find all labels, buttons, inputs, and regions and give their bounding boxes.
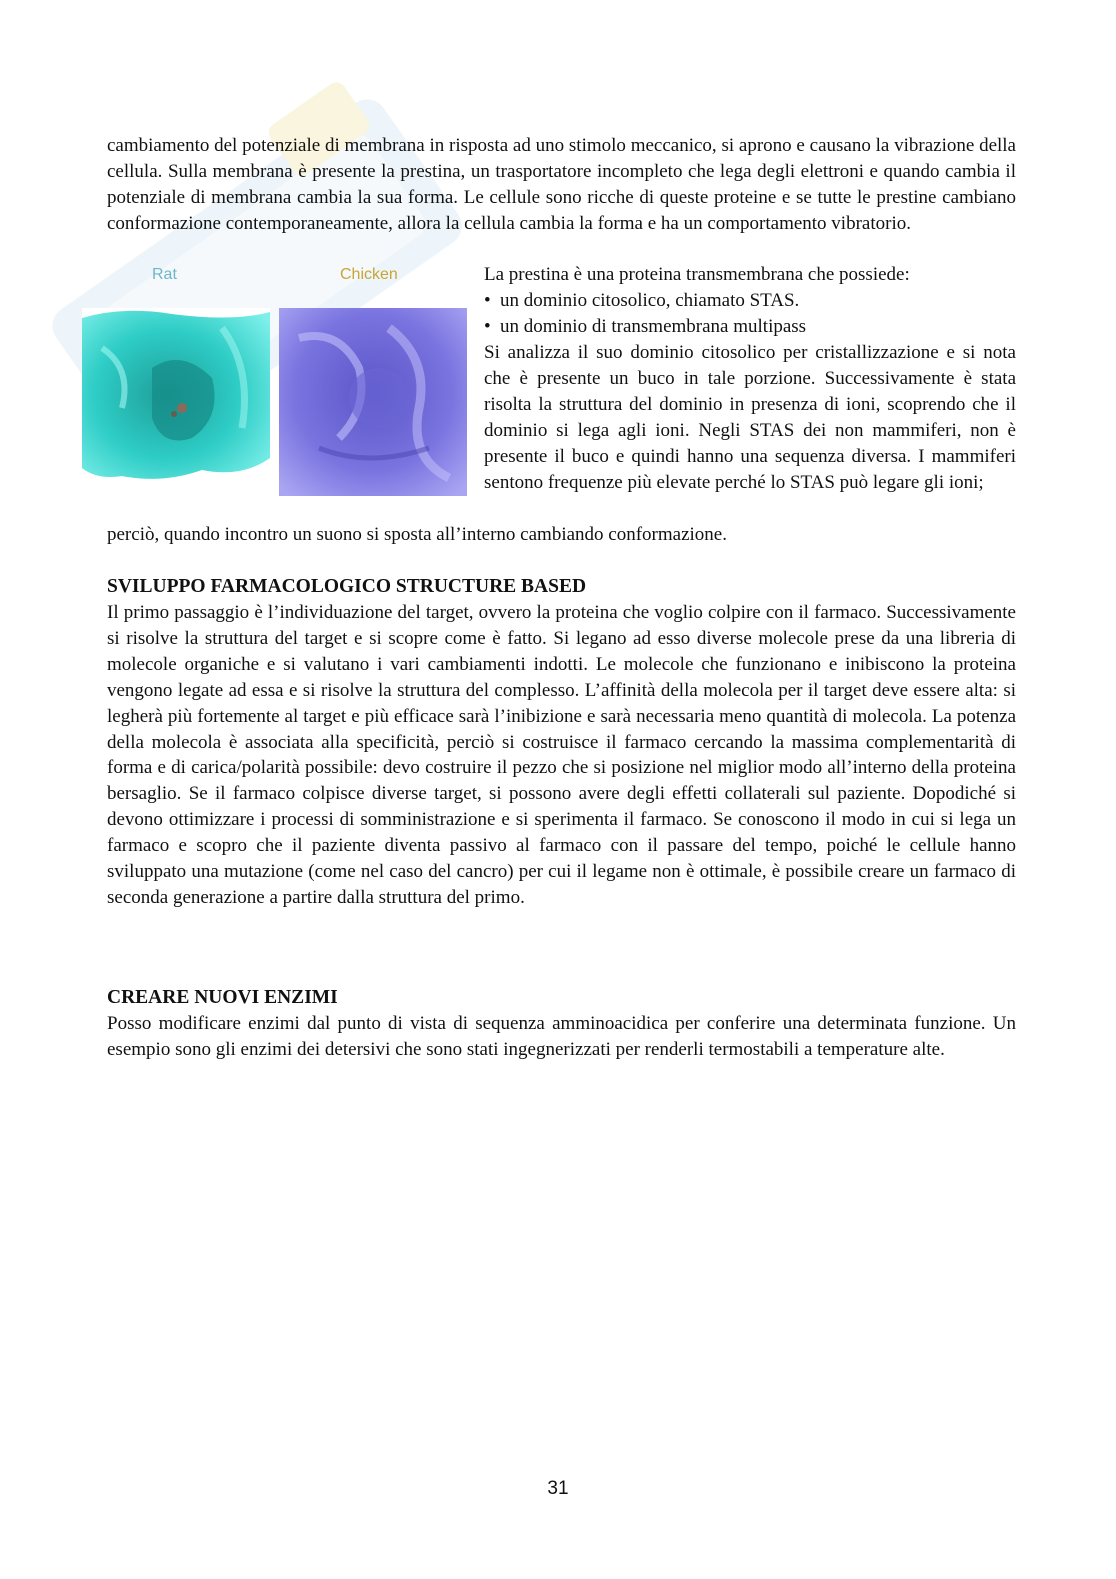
- section-body: Il primo passaggio è l’individuazione del target, ovvero la proteina che voglio colpire con il farmaco. Successivamente si risolve la struttura del target e si scopre come è fatto. Si legano ad esso diverse molecole prese da una libreria di molecole organiche e si valutano i vari cambiamenti indotti. Le molecole che funzionano e inibiscono la proteina vengono legate ad essa e si risolve la struttura del complesso. L’affinità della molecola per il target deve essere alta: si legherà più fortemente al target e più efficace sarà l’inibizione e sarà necessaria meno quantità di molecola. La potenza della molecola è associata alla specificità, perciò si costruisce il farmaco cercando la massima complementarità di forma e di carica/polarità possibile: devo costruire il pezzo che si posizione nel miglior modo all’interno della proteina bersaglio. Se il farmaco colpisce diverse target, si possono avere degli effetti collaterali sul paziente. Dopodiché si devono ottimizzare i processi di somministrazione e si sperimenta il farmaco. Se conoscono il modo in cui si lega un farmaco e scopro che il paziente diventa passivo al farmaco con il passare del tempo, poiché le cellule hanno sviluppato una mutazione (come nel caso del cancro) per cui il legame non è ottimale, è possibile creare un farmaco di seconda generazione a partire dalla struttura del primo.: [107, 602, 1016, 908]
- section-structure-based: [107, 574, 1016, 911]
- chicken-surface-image: [279, 308, 469, 498]
- prestin-structure-figure: [82, 262, 472, 502]
- section-heading: CREARE NUOVI ENZIMI: [107, 987, 338, 1008]
- bullet-icon: •: [484, 290, 491, 311]
- intro-paragraph: [107, 133, 1016, 237]
- section-nuovi-enzimi: [107, 985, 1016, 1063]
- prestina-tail-paragraph: [107, 522, 1016, 548]
- figure-label-rat: Rat: [152, 266, 177, 283]
- figure-label-chicken: Chicken: [340, 266, 398, 283]
- page-number: 31: [547, 1478, 569, 1499]
- bullet-text: un dominio citosolico, chiamato STAS.: [500, 290, 800, 311]
- prestina-body: Si analizza il suo dominio citosolico per cristallizzazione e si nota che è presente un buco in tale porzione. Successivamente è stata risolta la struttura del dominio in presenza di ioni, scoprendo che il dominio si lega agli ioni. Negli STAS dei non mammiferi, non è presente il buco e quindi hanno una sequenza diversa. I mammiferi sentono frequenze più elevate perché lo STAS può legare gli ioni;: [484, 342, 1016, 493]
- bullet-item: [484, 288, 1016, 314]
- intro-text: cambiamento del potenziale di membrana in risposta ad uno stimolo meccanico, si aprono e causano la vibrazione della cellula. Sulla membrana è presente la prestina, un trasportatore incompleto che lega degli elettroni e quando cambia il potenziale di membrana cambia la sua forma. Le cellule sono ricche di queste proteine e se tutte le prestine cambiano conformazione contemporaneamente, allora la cellula cambia la forma e ha un comportamento vibratorio.: [107, 135, 1016, 234]
- bullet-icon: •: [484, 316, 491, 337]
- prestina-lead: La prestina è una proteina transmembrana che possiede:: [484, 264, 910, 285]
- bullet-item: [484, 314, 1016, 340]
- prestina-description: [484, 262, 1016, 496]
- prestina-tail: perciò, quando incontro un suono si sposta all’interno cambiando conformazione.: [107, 524, 727, 545]
- rat-surface-image: [82, 308, 272, 498]
- section-heading: SVILUPPO FARMACOLOGICO STRUCTURE BASED: [107, 576, 587, 597]
- bullet-text: un dominio di transmembrana multipass: [500, 316, 807, 337]
- section-body: Posso modificare enzimi dal punto di vista di sequenza amminoacidica per conferire una determinata funzione. Un esempio sono gli enzimi dei detersivi che sono stati ingegnerizzati per renderli termostabili a temperature alte.: [107, 1013, 1016, 1060]
